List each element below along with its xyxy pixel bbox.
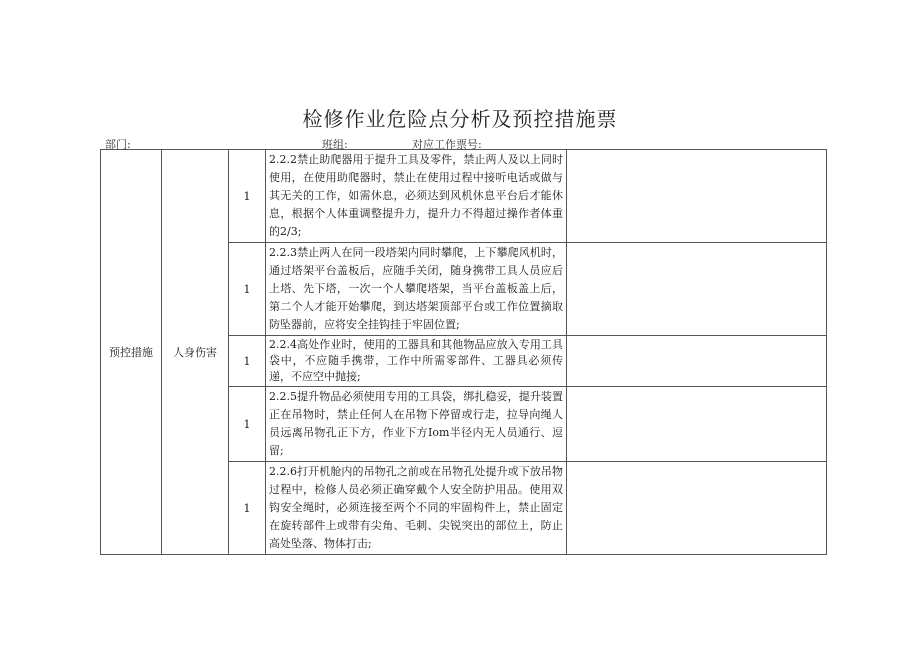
category-cell: 预控措施 bbox=[101, 150, 162, 555]
measure-text-cell: 2.2.5提升物品必须使用专用的工具袋，绑扎稳妥，提升装置正在吊物时，禁止任何人在吊物下停留或行走，拉导向绳人员远离吊物孔正下方，作业下方Iom半径内无人员通行、逗留; bbox=[266, 387, 567, 462]
level-cell: 1 bbox=[229, 243, 266, 336]
blank-cell bbox=[567, 243, 827, 336]
level-cell: 1 bbox=[229, 150, 266, 243]
measure-text-cell: 2.2.4高处作业时，使用的工器具和其他物品应放入专用工具袋中，不应随手携带，工作中所需零部件、工器具必须传递，不应空中抛接; bbox=[266, 336, 567, 387]
department-label: 部门: bbox=[105, 138, 131, 151]
blank-cell bbox=[567, 462, 827, 555]
table-row bbox=[101, 150, 827, 243]
measures-table bbox=[100, 149, 827, 555]
blank-cell bbox=[567, 150, 827, 243]
level-cell: 1 bbox=[229, 387, 266, 462]
blank-cell bbox=[567, 387, 827, 462]
measure-text-cell: 2.2.3禁止两人在同一段塔架内同时攀爬，上下攀爬风机时，通过塔架平台盖板后，应随手关闭，随身携带工具人员应后上塔、先下塔，一次一个人攀爬塔架，当平台盖板盖上后，第二个人才能开始攀爬，到达塔架顶部平台或工作位置摘取防坠器前，应将安全挂钩挂于牢固位置; bbox=[266, 243, 567, 336]
measure-text-cell: 2.2.2禁止助爬器用于提升工具及零件，禁止两人及以上同时使用，在使用助爬器时，禁止在使用过程中接听电话或做与其无关的工作，如需休息，必须达到风机休息平台后才能休息，根据个人体重调整提升力，提升力不得超过操作者体重的2/3; bbox=[266, 150, 567, 243]
level-cell: 1 bbox=[229, 336, 266, 387]
team-label: 班组: bbox=[322, 138, 348, 151]
blank-cell bbox=[567, 336, 827, 387]
level-cell: 1 bbox=[229, 462, 266, 555]
hazard-type-cell: 人身伤害 bbox=[162, 150, 229, 555]
measure-text-cell: 2.2.6打开机舱内的吊物孔之前或在吊物孔处提升或下放吊物过程中，检修人员必须正确穿戴个人安全防护用品。使用双钩安全绳时，必须连接至两个不同的牢固构件上，禁止固定在旋转部件上或带有尖角、毛刺、尖锐突出的部位上，防止高处坠落、物体打击; bbox=[266, 462, 567, 555]
work-ticket-number-label: 对应工作票号: bbox=[412, 138, 482, 151]
page-title: 检修作业危险点分析及预控措施票 bbox=[302, 107, 618, 131]
